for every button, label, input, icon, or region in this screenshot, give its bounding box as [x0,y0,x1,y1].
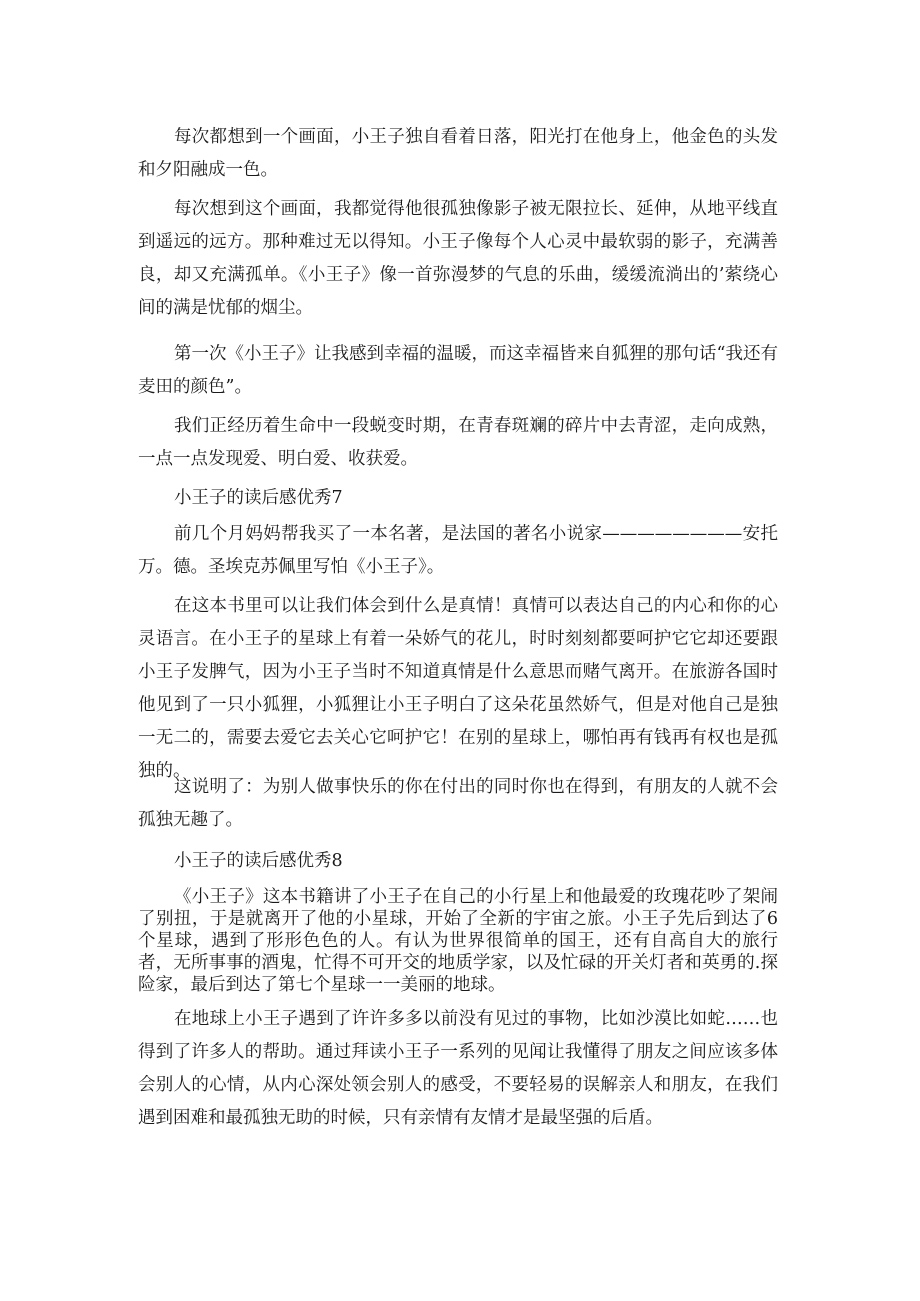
paragraph-friendship: 这说明了：为别人做事快乐的你在付出的同时你也在得到，有朋友的人就不会孤独无趣了。 [138,777,778,830]
paragraph-earth: 在地球上小王子遇到了许许多多以前没有见过的事物，比如沙漠比如蛇……也得到了许多人的帮助。通过拜读小王子一系列的见闻让我懂得了朋友之间应该多体会别人的心情，从内心深处领会别人的感受，不要轻易的误解亲人和朋友，在我们遇到困难和最孤独无助的时候，只有亲情有友情才是最坚强的后盾。 [138,1009,778,1128]
section-heading-7: 小王子的读后感优秀7 [174,488,343,508]
section-heading-8: 小王子的读后感优秀8 [174,851,343,871]
paragraph-warmth: 第一次《小王子》让我感到幸福的温暖，而这幸福皆来自狐狸的那句话“我还有麦田的颜色”。 [138,344,778,397]
paragraph-sunset: 每次都想到一个画面，小王子独自看着日落，阳光打在他身上，他金色的头发和夕阳融成一色。 [138,127,778,180]
paragraph-growth: 我们正经历着生命中一段蜕变时期，在青春斑斓的碎片中去青涩，走向成熟，一点一点发现爱、明白爱、收获爱。 [138,416,778,469]
paragraph-loneliness: 每次想到这个画面，我都觉得他很孤独像影子被无限拉长、延伸，从地平线直到遥远的远方。那种难过无以得知。小王子像每个人心灵中最软弱的影子，充满善良，却又充满孤单。《小王子》像一首弥漫梦的气息的乐曲，缓缓流淌出的’萦绕心间的满是忧郁的烟尘。 [138,199,778,318]
paragraph-true-feelings: 在这本书里可以让我们体会到什么是真情！真情可以表达自己的内心和你的心灵语言。在小王子的星球上有着一朵娇气的花儿，时时刻刻都要呵护它它却还要跟小王子发脾气，因为小王子当时不知道真情是什么意思而赌气离开。在旅游各国时他见到了一只小狐狸，小狐狸让小王子明白了这朵花虽然娇气，但是对他自己是独一无二的，需要去爱它去关心它呵护它！在别的星球上，哪怕再有钱再有权也是孤独的。 [138,596,778,781]
paragraph-journey: 《小王子》这本书籍讲了小王子在自己的小行星上和他最爱的玫瑰花吵了架闹了别扭，于是就离开了他的小星球，开始了全新的宇宙之旅。小王子先后到达了6个星球，遇到了形形色色的人。有认为世界很简单的国王，还有自高自大的旅行者，无所事事的酒鬼，忙得不可开交的地质学家，以及忙碌的开关灯者和英勇的.探险家，最后到达了第七个星球一一美丽的地球。 [138,887,778,995]
paragraph-book-gift: 前几个月妈妈帮我买了一本名著，是法国的著名小说家————————安托万。德。圣埃克苏佩里写怕《小王子》。 [138,524,778,577]
